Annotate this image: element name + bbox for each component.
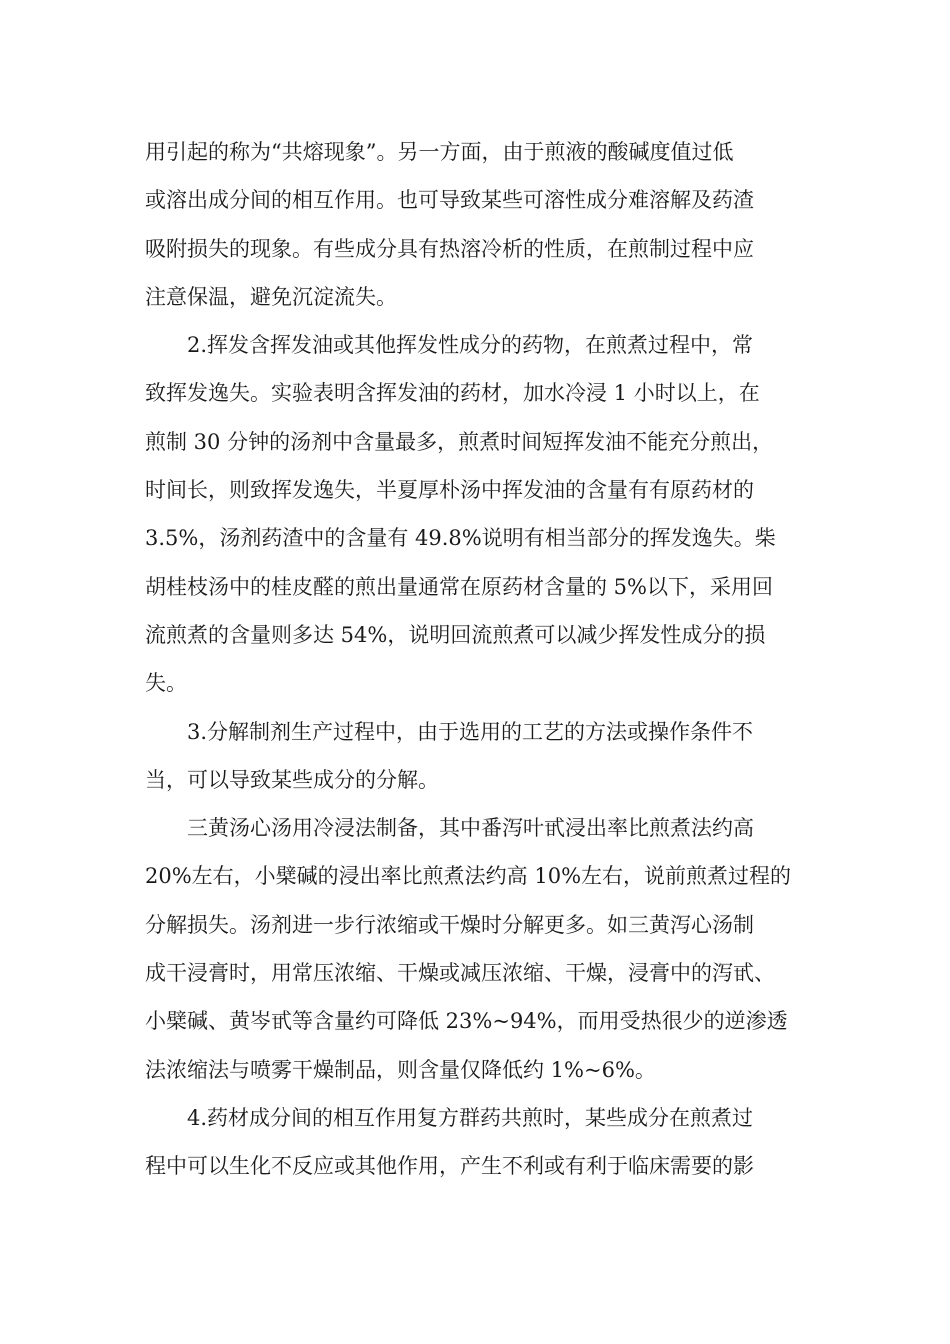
body-text — [145, 128, 805, 1191]
paragraph-3: 3.分解制剂生产过程中，由于选用的工艺的方法或操作条件不 当，可以导致某些成分的分解。 — [145, 719, 754, 792]
paragraph-2: 2.挥发含挥发油或其他挥发性成分的药物，在煎煮过程中，常 致挥发逸失。实验表明含挥发油的药材，加水冷浸 1 小时以上，在 煎制 30 分钟的汤剂中含量最多，煎煮时间短挥发油不能充分煎出， 时间长，则致挥发逸失，半夏厚朴汤中挥发油的含量有有原药材的 3.5%，汤剂药渣中的含量有 49.8%说明有相当部分的挥发逸失。柴 胡桂枝汤中的桂皮醛的煎出量通常在原药材含量的 5%以下，采用回 流煎煮的含量则多达 54%，说明回流煎煮可以减少挥发性成分的损 失。 — [145, 333, 776, 696]
paragraph-1: 用引起的称为“共熔现象”。另一方面，由于煎液的酸碱度值过低 或溶出成分间的相互作用。也可导致某些可溶性成分难溶解及药渣 吸附损失的现象。有些成分具有热溶冷析的性质，在煎制过程中应 注意保温，避免沉淀流失。 — [145, 140, 754, 309]
paragraph-4: 三黄汤心汤用冷浸法制备，其中番泻叶甙浸出率比煎煮法约高 20%左右，小檗碱的浸出率比煎煮法约高 10%左右，说前煎煮过程的 分解损失。汤剂进一步行浓缩或干燥时分解更多。如三黄泻心汤制 成干浸膏时，用常压浓缩、干燥或减压浓缩、干燥，浸膏中的泻甙、 小檗碱、黄岑甙等含量约可降低 23%~94%，而用受热很少的逆渗透 法浓缩法与喷雾干燥制品，则含量仅降低约 1%~6%。 — [145, 816, 792, 1082]
paragraph-5: 4.药材成分间的相互作用复方群药共煎时，某些成分在煎煮过 程中可以生化不反应或其他作用，产生不利或有利于临床需要的影 — [145, 1105, 754, 1179]
